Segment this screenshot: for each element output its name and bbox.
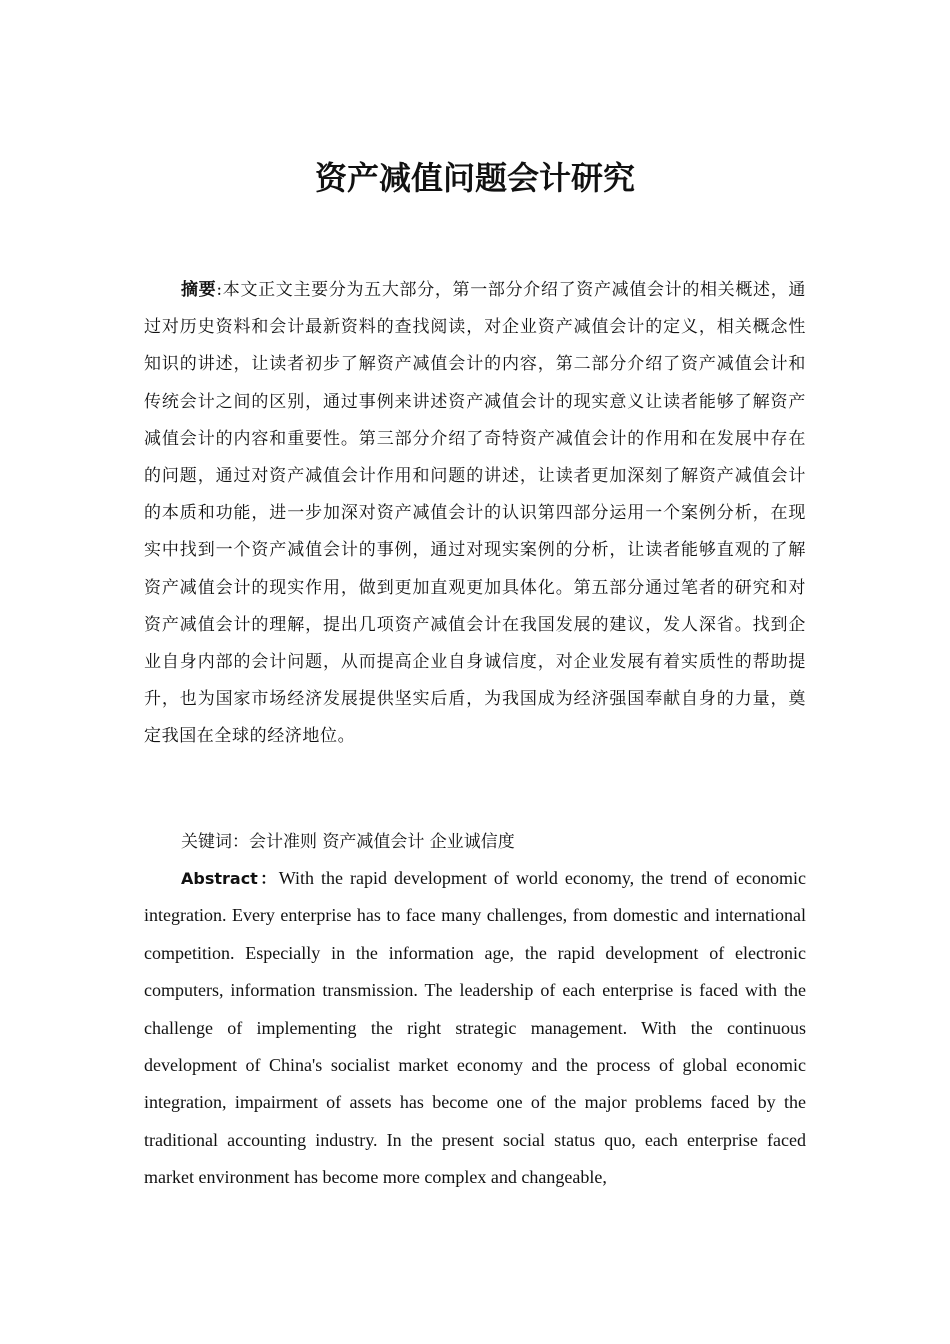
english-abstract-body: With the rapid development of world economy, the trend of economic integration. Every enterprise has to face many challenges, from domestic and international competition. Especially in the information age, the rapid development of electronic computers, information transmission. The leadership of each enterprise is faced with the challenge of implementing the right strategic management. With the continuous development of China's socialist market economy and the process of global economic integration, impairment of assets has become one of the major problems faced by the traditional accounting industry. In the present social status quo, each enterprise faced market environment has become more complex and changeable, (144, 868, 806, 1188)
document-title: 资产减值问题会计研究 (314, 159, 635, 197)
keywords-label: 关键词： (181, 832, 249, 852)
english-abstract (144, 860, 806, 1197)
keywords-body: 会计准则 资产减值会计 企业诚信度 (249, 832, 515, 852)
chinese-abstract-body: 本文正文主要分为五大部分，第一部分介绍了资产减值会计的相关概述，通过对历史资料和会计最新资料的查找阅读，对企业资产减值会计的定义，相关概念性知识的讲述，让读者初步了解资产减值会计的内容，第二部分介绍了资产减值会计和传统会计之间的区别，通过事例来讲述资产减值会计的现实意义让读者能够了解资产减值会计的内容和重要性。第三部分介绍了奇特资产减值会计的作用和在发展中存在的问题，通过对资产减值会计作用和问题的讲述，让读者更加深刻了解资产减值会计的本质和功能，进一步加深对资产减值会计的认识第四部分运用一个案例分析，在现实中找到一个资产减值会计的事例，通过对现实案例的分析，让读者能够直观的了解资产减值会计的现实作用，做到更加直观更加具体化。第五部分通过笔者的研究和对资产减值会计的理解，提出几项资产减值会计在我国发展的建议，发人深省。找到企业自身内部的会计问题，从而提高企业自身诚信度，对企业发展有着实质性的帮助提升，也为国家市场经济发展提供坚实后盾，为我国成为经济强国奉献自身的力量，奠定我国在全球的经济地位。 (144, 280, 806, 747)
chinese-abstract (144, 272, 806, 756)
chinese-abstract-separator: : (216, 280, 223, 300)
keywords-line (144, 824, 806, 861)
chinese-abstract-label: 摘要 (181, 280, 217, 300)
english-abstract-label: Abstract： (181, 869, 279, 888)
